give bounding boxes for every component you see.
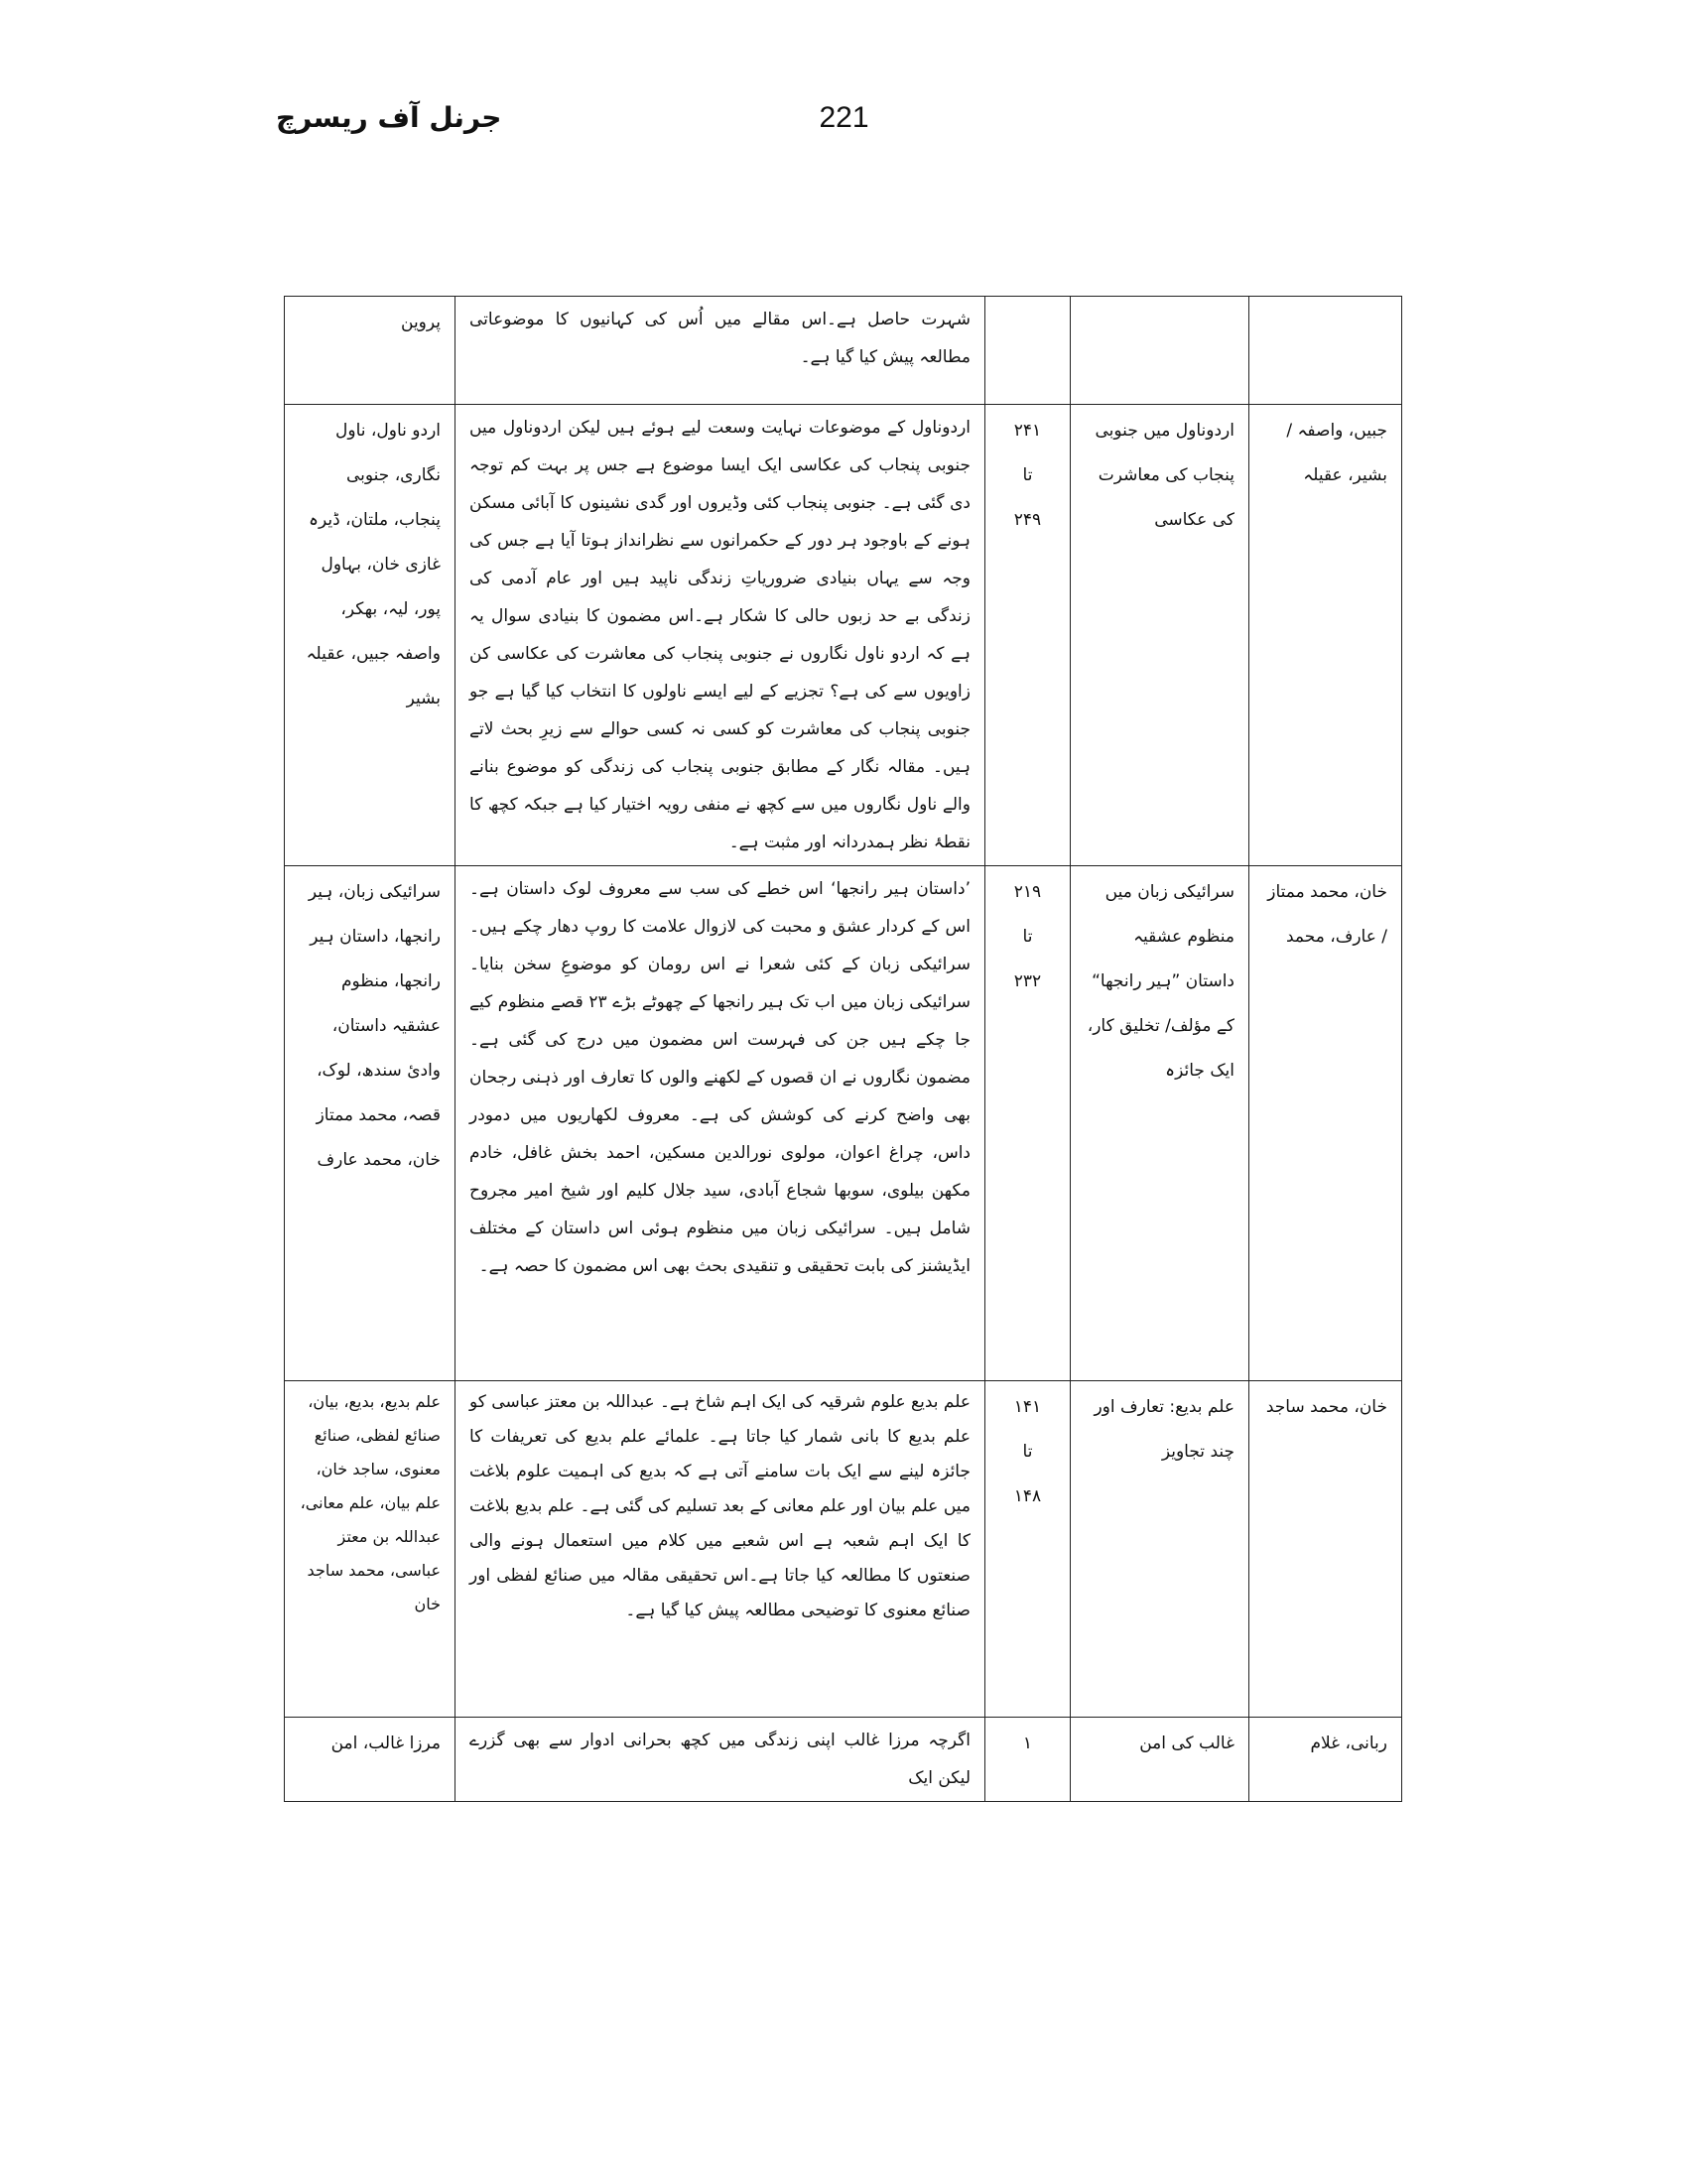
title-cell bbox=[1071, 405, 1249, 866]
summary-text: اگرچہ مرزا غالب اپنی زندگی میں کچھ بحرانی ادوار سے بھی گزرے لیکن ایک bbox=[469, 1731, 971, 1788]
pages-cell bbox=[985, 297, 1071, 405]
author-text: ربانی، غلام bbox=[1310, 1734, 1387, 1753]
table-row bbox=[285, 1718, 1402, 1802]
title-text: غالب کی امن bbox=[1139, 1734, 1234, 1753]
keywords-cell bbox=[285, 866, 455, 1381]
keywords-text: سرائیکی زبان، ہیر رانجھا، داستان ہیر رانجھا، منظوم عشقیہ داستان، وادیٔ سندھ، لوک، قصہ، محمد ممتاز خان، محمد عارف bbox=[308, 882, 441, 1170]
table-row bbox=[285, 866, 1402, 1381]
keywords-cell bbox=[285, 1381, 455, 1718]
page-start: ۲۴۱ bbox=[1013, 421, 1042, 441]
page-range-separator: تا bbox=[1022, 465, 1033, 485]
pages-cell bbox=[985, 405, 1071, 866]
author-cell bbox=[1249, 1718, 1402, 1802]
author-cell bbox=[1249, 297, 1402, 405]
table-row bbox=[285, 405, 1402, 866]
page-start: ۱ bbox=[1022, 1734, 1033, 1753]
title-text: سرائیکی زبان میں منظوم عشقیہ داستان ”ہیر رانجھا“ کے مؤلف/ تخلیق کار، ایک جائزہ bbox=[1087, 882, 1234, 1081]
table-row bbox=[285, 1381, 1402, 1718]
summary-cell bbox=[455, 297, 985, 405]
page-end: ۲۳۲ bbox=[1013, 971, 1042, 991]
page-range-separator: تا bbox=[1022, 927, 1033, 947]
pages-text bbox=[999, 1385, 1056, 1519]
article-index-table bbox=[284, 296, 1402, 1802]
summary-text: شہرت حاصل ہے۔اس مقالے میں اُس کی کہانیوں کا موضوعاتی مطالعہ پیش کیا گیا ہے۔ bbox=[469, 310, 971, 367]
summary-cell bbox=[455, 1718, 985, 1802]
summary-text: علم بدیع علوم شرقیہ کی ایک اہم شاخ ہے۔ عبداللہ بن معتز عباسی کو علم بدیع کا بانی شمار کیا جاتا ہے۔ علمائے علم بدیع کی تعریفات کا جائزہ لینے سے ایک بات سامنے آتی ہے کہ بدیع کی اہمیت علوم بلاغت میں علم بیان اور علم معانی کے بعد تسلیم کی گئی ہے۔ علم بدیع بلاغت کا ایک اہم شعبہ ہے اس شعبے میں کلام میں استعمال ہونے والی صنعتوں کا مطالعہ کیا جاتا ہے۔اس تحقیقی مقالہ میں صنائع لفظی اور صنائع معنوی کا توضیحی مطالعہ پیش کیا گیا ہے۔ bbox=[469, 1392, 971, 1620]
page-end: ۲۴۹ bbox=[1013, 510, 1042, 530]
page-start: ۲۱۹ bbox=[1013, 882, 1042, 902]
page-start: ۱۴۱ bbox=[1013, 1397, 1042, 1417]
pages-text bbox=[999, 1722, 1056, 1766]
title-cell bbox=[1071, 866, 1249, 1381]
title-cell bbox=[1071, 297, 1249, 405]
page-number: 221 bbox=[819, 101, 869, 134]
pages-cell bbox=[985, 1718, 1071, 1802]
summary-cell bbox=[455, 866, 985, 1381]
keywords-text: مرزا غالب، امن bbox=[330, 1734, 441, 1753]
page-end: ۱۴۸ bbox=[1013, 1486, 1042, 1506]
summary-text: ’داستان ہیر رانجھا‘ اس خطے کی سب سے معروف لوک داستان ہے۔اس کے کردار عشق و محبت کی لازوال علامت کا روپ دھار چکے ہیں۔ سرائیکی زبان کے کئی شعرا نے اس رومان کو موضوعِ سخن بنایا۔ سرائیکی زبان میں اب تک ہیر رانجھا کے چھوٹے بڑے ۲۳ قصے منظوم کیے جا چکے ہیں جن کی فہرست اس مضمون میں درج کی گئی ہے۔ مضمون نگاروں نے ان قصوں کے لکھنے والوں کا تعارف اور ذہنی رجحان بھی واضح کرنے کی کوشش کی ہے۔ معروف لکھاریوں میں دمودر داس، چراغ اعوان، مولوی نورالدین مسکین، احمد بخش غافل، خادم مکھن بیلوی، سوبھا شجاع آبادی، سید جلال کلیم اور شیخ امیر مجروح شامل ہیں۔ سرائیکی زبان میں منظوم ہوئی اس داستان کے مختلف ایڈیشنز کی بابت تحقیقی و تنقیدی بحث بھی اس مضمون کا حصہ ہے۔ bbox=[469, 879, 971, 1276]
keywords-cell bbox=[285, 1718, 455, 1802]
title-text: علم بدیع: تعارف اور چند تجاویز bbox=[1094, 1397, 1234, 1462]
author-text: خان، محمد ساجد bbox=[1265, 1397, 1387, 1417]
title-cell bbox=[1071, 1381, 1249, 1718]
summary-cell bbox=[455, 405, 985, 866]
keywords-text: پروین bbox=[401, 313, 441, 332]
author-text: خان، محمد ممتاز / عارف، محمد bbox=[1267, 882, 1387, 947]
author-cell bbox=[1249, 1381, 1402, 1718]
keywords-text: اردو ناول، ناول نگاری، جنوبی پنجاب، ملتان، ڈیرہ غازی خان، بہاول پور، لیہ، بھکر، واصفہ جبیں، عقیلہ بشیر bbox=[306, 421, 441, 708]
author-cell bbox=[1249, 866, 1402, 1381]
keywords-cell bbox=[285, 297, 455, 405]
page-range-separator: تا bbox=[1022, 1442, 1033, 1462]
pages-cell bbox=[985, 866, 1071, 1381]
summary-cell bbox=[455, 1381, 985, 1718]
keywords-text: علم بدیع، بدیع، بیان، صنائع لفظی، صنائع معنوی، ساجد خان، علم بیان، علم معانی، عبداللہ بن معتز عباسی، محمد ساجد خان bbox=[300, 1392, 441, 1613]
journal-title: جرنل آف ریسرچ bbox=[276, 101, 502, 134]
pages-text bbox=[999, 870, 1056, 1004]
pages-cell bbox=[985, 1381, 1071, 1718]
summary-text: اردوناول کے موضوعات نہایت وسعت لیے ہوئے ہیں لیکن اردوناول میں جنوبی پنجاب کی عکاسی ایک ایسا موضوع ہے جس پر بہت کم توجہ دی گئی ہے۔ جنوبی پنجاب کئی وڈیروں اور گدی نشینوں کا آبائی مسکن ہونے کے باوجود ہر دور کے حکمرانوں سے نظرانداز ہوتا آیا ہے جس کی وجہ سے یہاں بنیادی ضروریاتِ زندگی ناپید ہیں اور عام آدمی کی زندگی بے حد زبوں حالی کا شکار ہے۔اس مضمون کا بنیادی سوال یہ ہے کہ اردو ناول نگاروں نے جنوبی پنجاب کی معاشرت کی عکاسی کن زاویوں سے کی ہے؟ تجزیے کے لیے ایسے ناولوں کا انتخاب کیا گیا ہے جو جنوبی پنجاب کی معاشرت کو کسی نہ کسی حوالے سے زیرِ بحث لاتے ہیں۔ مقالہ نگار کے مطابق جنوبی پنجاب کی زندگی کو موضوع بنانے والے ناول نگاروں میں سے کچھ نے منفی رویہ اختیار کیا ہے جبکہ کچھ کا نقطۂ نظر ہمدردانہ اور مثبت ہے۔ bbox=[469, 418, 971, 852]
keywords-cell bbox=[285, 405, 455, 866]
pages-text bbox=[999, 409, 1056, 543]
author-cell bbox=[1249, 405, 1402, 866]
title-cell bbox=[1071, 1718, 1249, 1802]
title-text: اردوناول میں جنوبی پنجاب کی معاشرت کی عکاسی bbox=[1095, 421, 1234, 530]
author-text: جبیں، واصفہ / بشیر، عقیلہ bbox=[1286, 421, 1387, 485]
table-row bbox=[285, 297, 1402, 405]
